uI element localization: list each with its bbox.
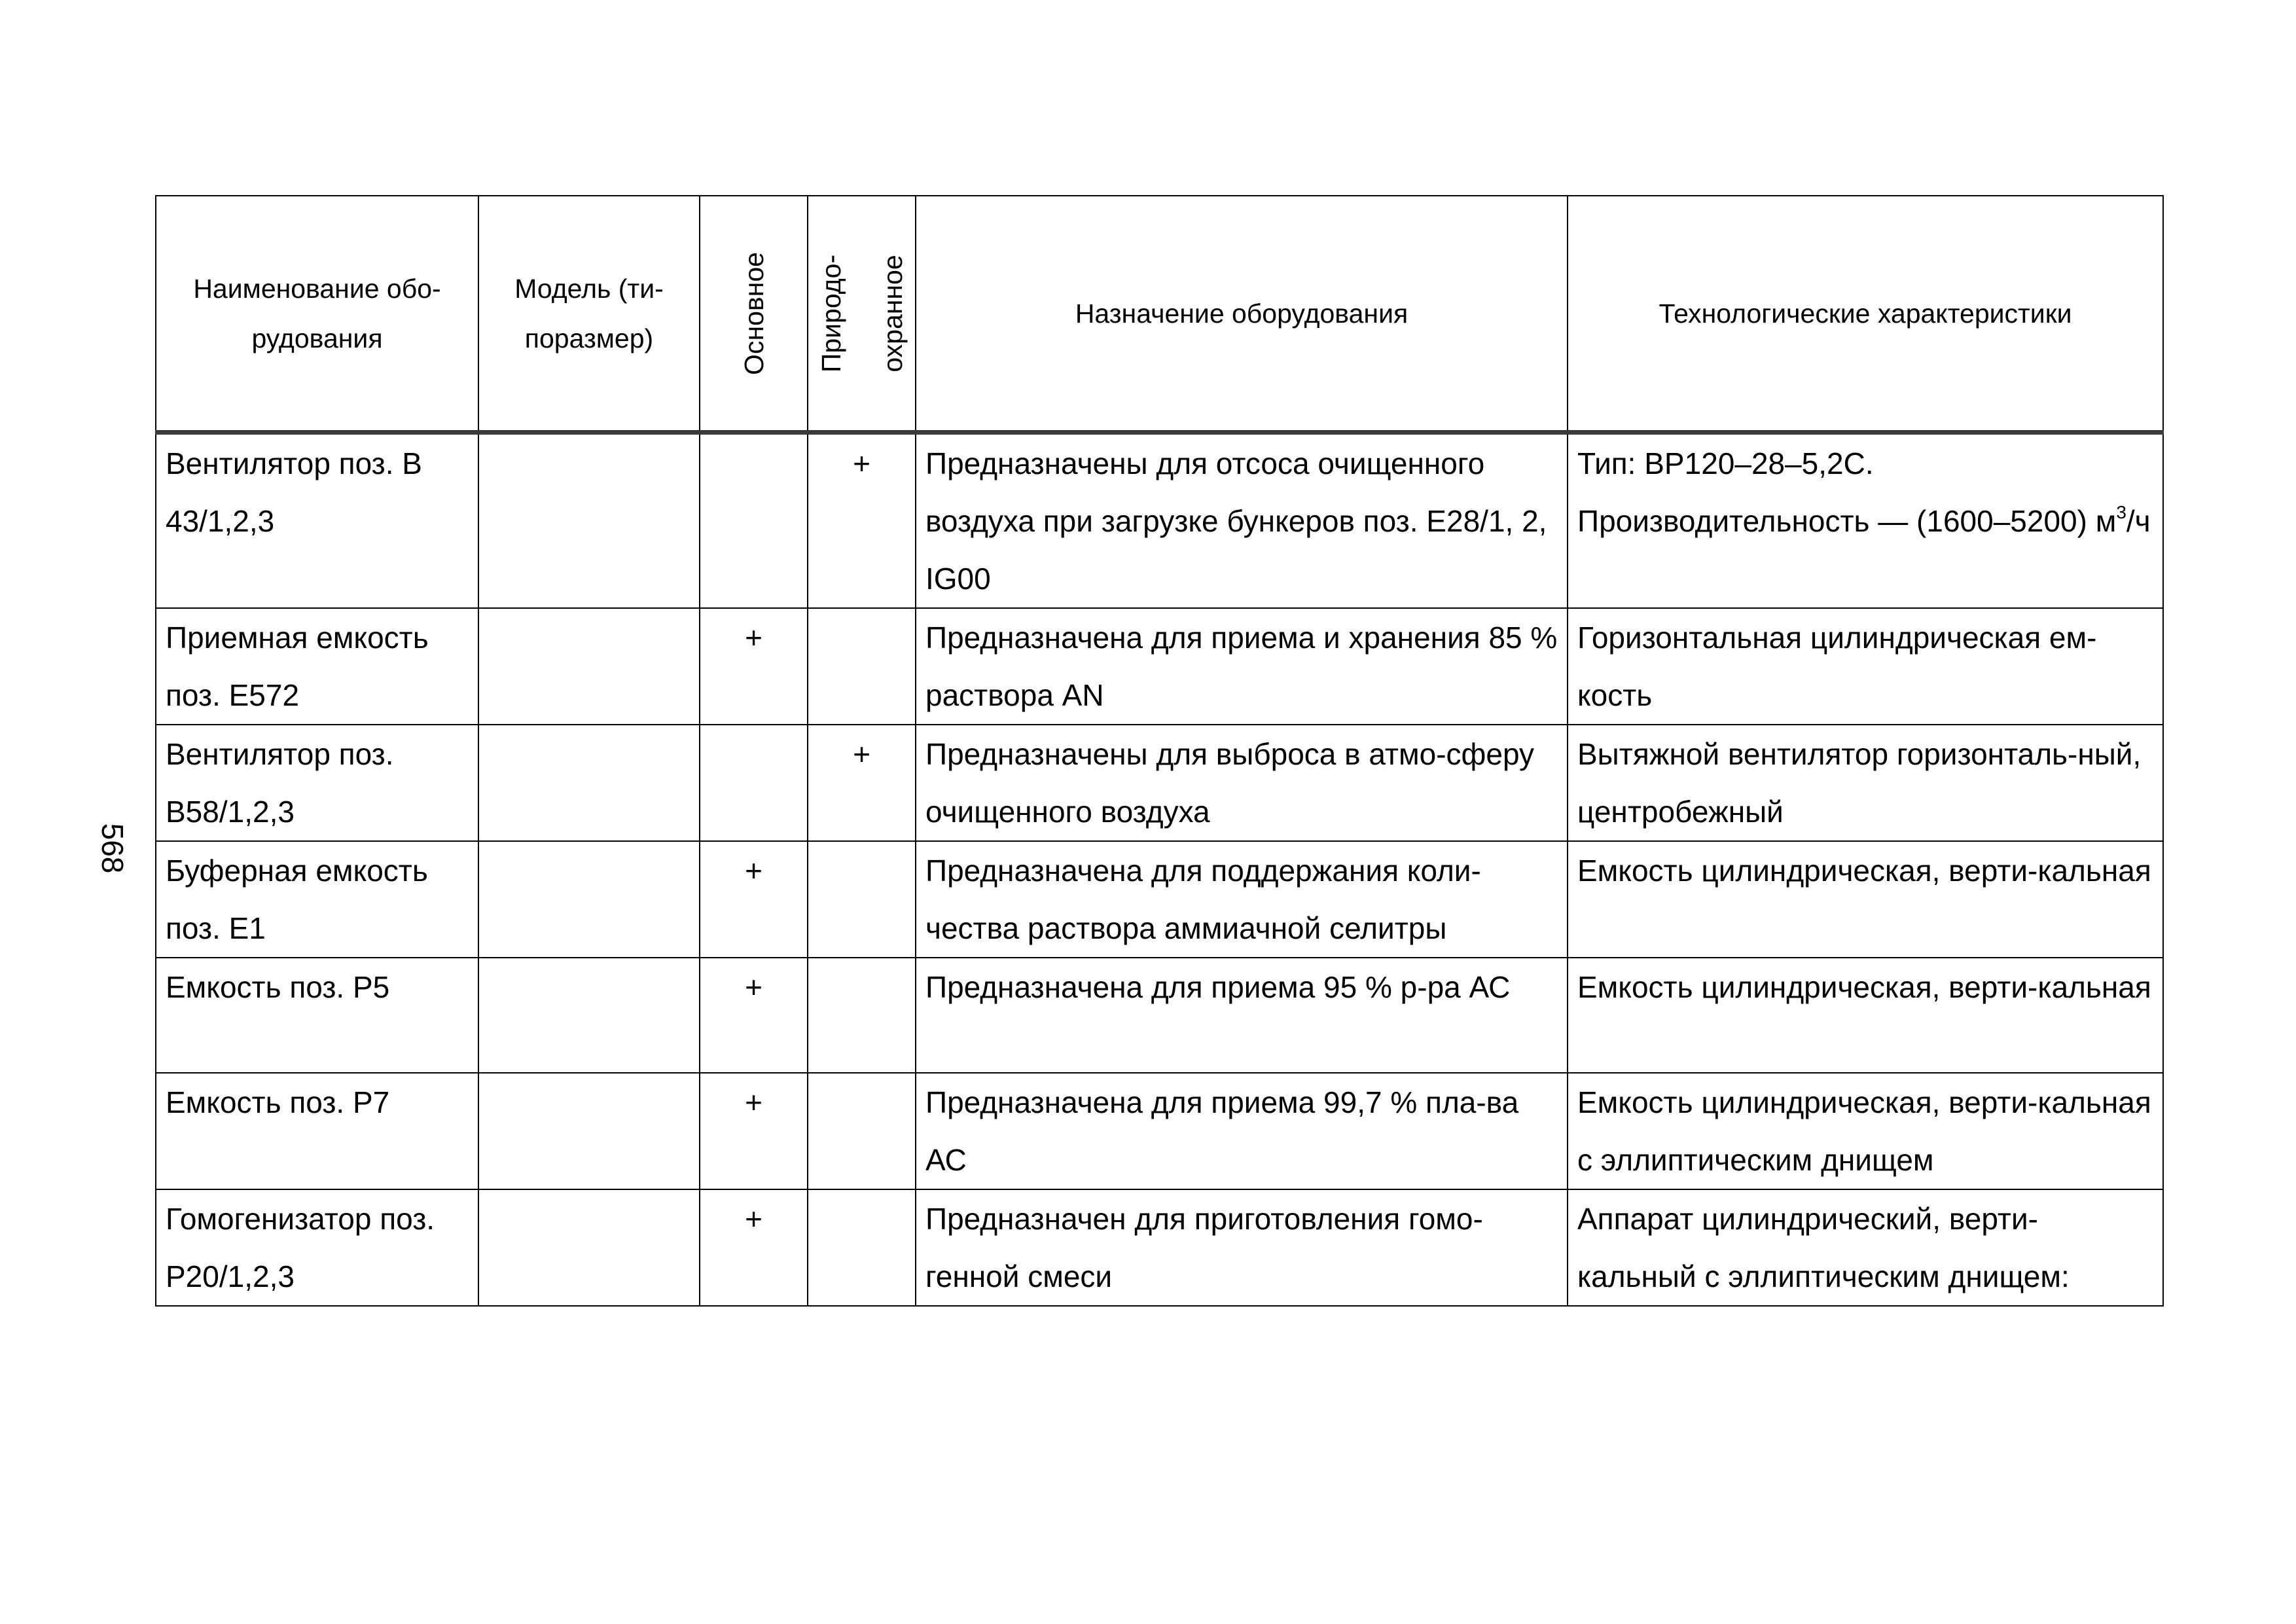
cell-main — [700, 1073, 808, 1189]
cell-name-text: Емкость поз. Р7 — [166, 1085, 390, 1119]
table-row — [156, 841, 2163, 958]
cell-purpose — [916, 841, 1568, 958]
cell-specs — [1568, 1073, 2163, 1189]
cell-specs — [1568, 608, 2163, 725]
cell-specs-text: Вытяжной вентилятор горизонталь-ный, центробежный — [1577, 737, 2142, 829]
header-eco: Природо- охранное — [808, 196, 916, 433]
cell-model — [478, 1073, 700, 1189]
cell-model — [478, 958, 700, 1073]
cell-purpose — [916, 433, 1568, 609]
cell-main-text: + — [745, 1202, 762, 1236]
cell-specs — [1568, 1189, 2163, 1306]
cell-eco — [808, 433, 916, 609]
header-purpose — [916, 196, 1568, 433]
cell-purpose-text: Предназначена для приема 99,7 % пла-ва АС — [925, 1085, 1519, 1177]
cell-purpose-text: Предназначены для отсоса очищенного воздуха при загрузке бункеров поз. Е28/1, 2, IG00 — [925, 446, 1547, 596]
header-model: Модель (ти- поразмер) — [478, 196, 700, 433]
cell-name — [156, 1189, 478, 1306]
header-purpose-label: Назначение оборудования — [1075, 298, 1408, 329]
header-name: Наименование обо- рудования — [156, 196, 478, 433]
table-row — [156, 958, 2163, 1073]
cell-purpose-text: Предназначены для выброса в атмо-сферу очищенного воздуха — [925, 737, 1535, 829]
cell-name-text: Буферная емкость поз. Е1 — [166, 854, 428, 945]
cell-specs — [1568, 433, 2163, 609]
cell-specs-text: Тип: ВР120–28–5,2С. Производительность — (1600–5200) м — [1577, 446, 2117, 538]
cell-purpose — [916, 725, 1568, 841]
cell-eco — [808, 958, 916, 1073]
table-row — [156, 433, 2163, 609]
cell-model — [478, 1189, 700, 1306]
cell-eco — [808, 725, 916, 841]
page-number: 568 — [96, 823, 130, 874]
cell-specs — [1568, 841, 2163, 958]
cell-eco — [808, 841, 916, 958]
cell-specs-text: Емкость цилиндрическая, верти-кальная — [1577, 854, 2151, 888]
cell-eco — [808, 1073, 916, 1189]
cell-specs — [1568, 958, 2163, 1073]
cell-name-text: Вентилятор поз. В58/1,2,3 — [166, 737, 394, 829]
table-row — [156, 1189, 2163, 1306]
cell-name-text: Гомогенизатор поз. Р20/1,2,3 — [166, 1202, 435, 1293]
unit-suffix: /ч — [2126, 504, 2151, 538]
cell-specs-text: Горизонтальная цилиндрическая ем-кость — [1577, 621, 2097, 712]
cell-purpose-text: Предназначена для приема и хранения 85 % раствора AN — [925, 621, 1558, 712]
cell-main — [700, 841, 808, 958]
cell-name — [156, 841, 478, 958]
cell-eco-text: + — [853, 446, 870, 480]
cell-specs-text: Аппарат цилиндрический, верти-кальный с эллиптическим днищем: — [1577, 1202, 2070, 1293]
unit-superscript: 3 — [2116, 502, 2126, 522]
cell-purpose-text: Предназначена для приема 95 % р-ра АС — [925, 970, 1511, 1004]
cell-main-text: + — [745, 1085, 762, 1119]
cell-name — [156, 608, 478, 725]
cell-main-text: + — [745, 970, 762, 1004]
cell-specs-text: Емкость цилиндрическая, верти-кальная с эллиптическим днищем — [1577, 1085, 2151, 1177]
cell-name-text: Вентилятор поз. В 43/1,2,3 — [166, 446, 422, 538]
cell-name-text: Емкость поз. Р5 — [166, 970, 390, 1004]
header-main — [700, 196, 808, 433]
cell-model — [478, 608, 700, 725]
cell-purpose — [916, 608, 1568, 725]
cell-main-text: + — [745, 621, 762, 655]
table-row — [156, 608, 2163, 725]
cell-eco — [808, 608, 916, 725]
cell-name-text: Приемная емкость поз. Е572 — [166, 621, 429, 712]
cell-model — [478, 841, 700, 958]
cell-purpose-text: Предназначена для поддержания коли-чества раствора аммиачной селитры — [925, 854, 1481, 945]
table-row — [156, 725, 2163, 841]
cell-name — [156, 958, 478, 1073]
table-header-row — [156, 196, 2163, 433]
cell-main — [700, 1189, 808, 1306]
header-specs — [1568, 196, 2163, 433]
cell-main — [700, 608, 808, 725]
cell-main — [700, 958, 808, 1073]
cell-specs — [1568, 725, 2163, 841]
cell-purpose — [916, 1073, 1568, 1189]
cell-model — [478, 725, 700, 841]
cell-name — [156, 433, 478, 609]
header-main-label: Основное — [738, 251, 769, 375]
cell-purpose — [916, 958, 1568, 1073]
header-specs-label: Технологические характеристики — [1659, 298, 2072, 329]
cell-name — [156, 1073, 478, 1189]
cell-main-text: + — [745, 854, 762, 888]
cell-eco — [808, 1189, 916, 1306]
cell-main — [700, 433, 808, 609]
equipment-table — [155, 195, 2164, 1307]
cell-specs-text: Емкость цилиндрическая, верти-кальная — [1577, 970, 2151, 1004]
cell-purpose — [916, 1189, 1568, 1306]
cell-name — [156, 725, 478, 841]
cell-model — [478, 433, 700, 609]
cell-purpose-text: Предназначен для приготовления гомо-генной смеси — [925, 1202, 1483, 1293]
table-row — [156, 1073, 2163, 1189]
cell-eco-text: + — [853, 737, 870, 771]
cell-main — [700, 725, 808, 841]
